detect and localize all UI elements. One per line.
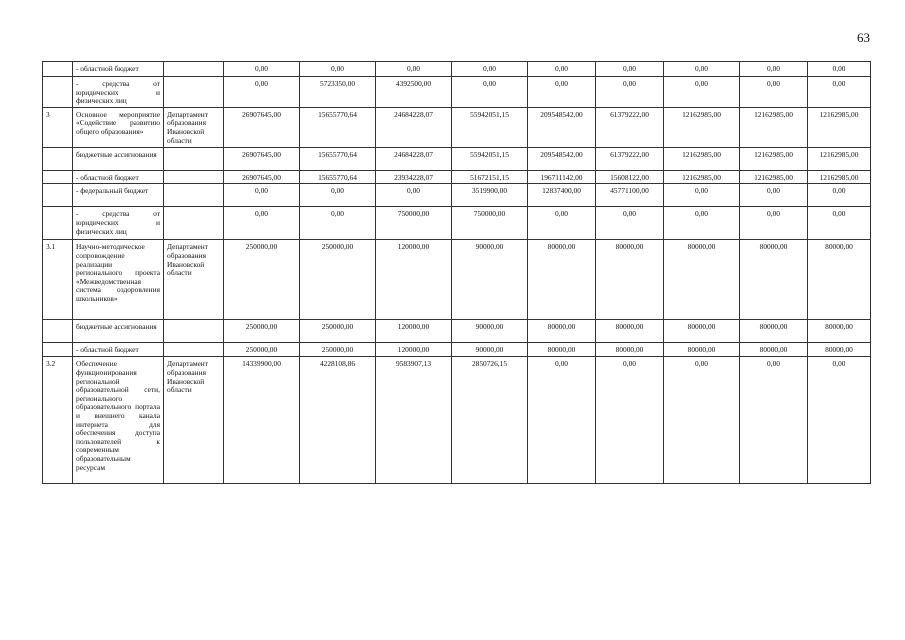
amount-cell: 26907645,00 xyxy=(224,170,300,184)
amount-cell: 0,00 xyxy=(528,357,596,484)
amount-cell: 0,00 xyxy=(740,207,808,240)
amount-cell: 209548542,00 xyxy=(528,147,596,170)
amount-cell: 80000,00 xyxy=(740,343,808,357)
amount-cell: 90000,00 xyxy=(452,343,528,357)
amount-cell: 80000,00 xyxy=(740,320,808,343)
amount-cell: 80000,00 xyxy=(808,240,871,320)
amount-cell: 80000,00 xyxy=(528,343,596,357)
amount-cell: 4228108,86 xyxy=(300,357,376,484)
amount-cell: 55942051,15 xyxy=(452,107,528,147)
amount-cell: 15655770,64 xyxy=(300,147,376,170)
row-executor-cell xyxy=(164,147,224,170)
amount-cell: 90000,00 xyxy=(452,320,528,343)
amount-cell: 0,00 xyxy=(664,357,740,484)
amount-cell: 0,00 xyxy=(224,207,300,240)
amount-cell: 80000,00 xyxy=(808,320,871,343)
amount-cell: 0,00 xyxy=(740,77,808,108)
amount-cell: 12837400,00 xyxy=(528,184,596,207)
table-row xyxy=(43,170,871,184)
amount-cell: 250000,00 xyxy=(300,320,376,343)
amount-cell: 250000,00 xyxy=(224,240,300,320)
amount-cell: 3519900,00 xyxy=(452,184,528,207)
table-row xyxy=(43,107,871,147)
row-executor-cell: Департамент образования Ивановской области xyxy=(164,357,224,484)
row-name-cell: Научно-методическое сопровождение реализации регионального проекта «Межведомственная система оздоровления школьников» xyxy=(73,240,164,320)
amount-cell: 12162985,00 xyxy=(664,147,740,170)
amount-cell: 12162985,00 xyxy=(808,147,871,170)
row-name-cell: Обеспечение функционирования региональной образовательной сети, регионального образовательного портала и внешнего канала интернета для обеспечения доступа пользователей к современным образовательным ресурсам xyxy=(73,357,164,484)
amount-cell: 0,00 xyxy=(740,357,808,484)
table-row xyxy=(43,62,871,77)
amount-cell: 0,00 xyxy=(224,184,300,207)
amount-cell: 24684228,07 xyxy=(376,107,452,147)
row-index-cell xyxy=(43,147,73,170)
table-row xyxy=(43,184,871,207)
amount-cell: 196711142,00 xyxy=(528,170,596,184)
amount-cell: 24684228,07 xyxy=(376,147,452,170)
amount-cell: 0,00 xyxy=(528,77,596,108)
amount-cell: 0,00 xyxy=(528,62,596,77)
amount-cell: 15655770,64 xyxy=(300,170,376,184)
row-executor-cell xyxy=(164,207,224,240)
row-name-cell: бюджетные ассигнования xyxy=(73,320,164,343)
amount-cell: 0,00 xyxy=(596,207,664,240)
amount-cell: 51672151,15 xyxy=(452,170,528,184)
amount-cell: 61379222,00 xyxy=(596,147,664,170)
amount-cell: 4392500,00 xyxy=(376,77,452,108)
amount-cell: 80000,00 xyxy=(664,320,740,343)
row-executor-cell xyxy=(164,343,224,357)
table-row xyxy=(43,320,871,343)
row-index-cell xyxy=(43,343,73,357)
amount-cell: 80000,00 xyxy=(596,320,664,343)
amount-cell: 80000,00 xyxy=(664,343,740,357)
amount-cell: 0,00 xyxy=(452,77,528,108)
amount-cell: 0,00 xyxy=(808,207,871,240)
row-executor-cell xyxy=(164,184,224,207)
row-name-cell: - средства от юридических и физических лиц xyxy=(73,207,164,240)
amount-cell: 120000,00 xyxy=(376,343,452,357)
row-name-cell: - средства от юридических и физических лиц xyxy=(73,77,164,108)
amount-cell: 12162985,00 xyxy=(664,170,740,184)
page-number: 63 xyxy=(857,30,870,45)
amount-cell: 45771100,00 xyxy=(596,184,664,207)
amount-cell: 12162985,00 xyxy=(808,170,871,184)
row-index-cell xyxy=(43,320,73,343)
amount-cell: 750000,00 xyxy=(376,207,452,240)
amount-cell: 23934228,07 xyxy=(376,170,452,184)
row-index-cell xyxy=(43,207,73,240)
row-executor-cell xyxy=(164,170,224,184)
row-index-cell xyxy=(43,184,73,207)
amount-cell: 0,00 xyxy=(596,357,664,484)
amount-cell: 55942051,15 xyxy=(452,147,528,170)
amount-cell: 15608122,00 xyxy=(596,170,664,184)
amount-cell: 26907645,00 xyxy=(224,147,300,170)
row-executor-cell xyxy=(164,77,224,108)
table-row xyxy=(43,77,871,108)
amount-cell: 0,00 xyxy=(808,62,871,77)
row-index-cell xyxy=(43,77,73,108)
amount-cell: 0,00 xyxy=(596,62,664,77)
amount-cell: 0,00 xyxy=(808,77,871,108)
table-row xyxy=(43,207,871,240)
amount-cell: 0,00 xyxy=(300,62,376,77)
amount-cell: 0,00 xyxy=(376,184,452,207)
row-index-cell: 3.1 xyxy=(43,240,73,320)
amount-cell: 250000,00 xyxy=(300,343,376,357)
table-body xyxy=(43,62,871,484)
amount-cell: 2850726,15 xyxy=(452,357,528,484)
row-index-cell xyxy=(43,170,73,184)
amount-cell: 0,00 xyxy=(808,184,871,207)
amount-cell: 12162985,00 xyxy=(740,147,808,170)
amount-cell: 12162985,00 xyxy=(740,170,808,184)
amount-cell: 0,00 xyxy=(740,62,808,77)
amount-cell: 0,00 xyxy=(740,184,808,207)
amount-cell: 0,00 xyxy=(300,207,376,240)
amount-cell: 120000,00 xyxy=(376,320,452,343)
amount-cell: 0,00 xyxy=(664,62,740,77)
amount-cell: 0,00 xyxy=(664,77,740,108)
amount-cell: 0,00 xyxy=(664,184,740,207)
amount-cell: 120000,00 xyxy=(376,240,452,320)
row-name-cell: бюджетные ассигнования xyxy=(73,147,164,170)
amount-cell: 90000,00 xyxy=(452,240,528,320)
table-row xyxy=(43,343,871,357)
amount-cell: 0,00 xyxy=(808,357,871,484)
amount-cell: 5723350,00 xyxy=(300,77,376,108)
amount-cell: 0,00 xyxy=(528,207,596,240)
row-index-cell: 3 xyxy=(43,107,73,147)
amount-cell: 0,00 xyxy=(224,62,300,77)
amount-cell: 250000,00 xyxy=(224,343,300,357)
table-row xyxy=(43,357,871,484)
amount-cell: 15655770,64 xyxy=(300,107,376,147)
row-executor-cell: Департамент образования Ивановской области xyxy=(164,240,224,320)
amount-cell: 80000,00 xyxy=(528,240,596,320)
amount-cell: 0,00 xyxy=(596,77,664,108)
amount-cell: 750000,00 xyxy=(452,207,528,240)
table-row xyxy=(43,147,871,170)
amount-cell: 12162985,00 xyxy=(664,107,740,147)
amount-cell: 12162985,00 xyxy=(740,107,808,147)
table-row xyxy=(43,240,871,320)
row-executor-cell xyxy=(164,62,224,77)
amount-cell: 209548542,00 xyxy=(528,107,596,147)
amount-cell: 80000,00 xyxy=(596,343,664,357)
row-name-cell: - областной бюджет xyxy=(73,62,164,77)
row-name-cell: - областной бюджет xyxy=(73,170,164,184)
budget-table xyxy=(42,61,871,484)
row-name-cell: - областной бюджет xyxy=(73,343,164,357)
row-index-cell xyxy=(43,62,73,77)
row-executor-cell: Департамент образования Ивановской области xyxy=(164,107,224,147)
amount-cell: 0,00 xyxy=(664,207,740,240)
amount-cell: 250000,00 xyxy=(224,320,300,343)
row-name-cell: - федеральный бюджет xyxy=(73,184,164,207)
amount-cell: 14339900,00 xyxy=(224,357,300,484)
amount-cell: 80000,00 xyxy=(596,240,664,320)
amount-cell: 61379222,00 xyxy=(596,107,664,147)
amount-cell: 80000,00 xyxy=(808,343,871,357)
amount-cell: 0,00 xyxy=(224,77,300,108)
amount-cell: 80000,00 xyxy=(528,320,596,343)
amount-cell: 9583907,13 xyxy=(376,357,452,484)
amount-cell: 0,00 xyxy=(300,184,376,207)
amount-cell: 26907645,00 xyxy=(224,107,300,147)
row-executor-cell xyxy=(164,320,224,343)
amount-cell: 0,00 xyxy=(452,62,528,77)
row-index-cell: 3.2 xyxy=(43,357,73,484)
row-name-cell: Основное мероприятие «Содействие развитию общего образования» xyxy=(73,107,164,147)
amount-cell: 250000,00 xyxy=(300,240,376,320)
amount-cell: 80000,00 xyxy=(664,240,740,320)
amount-cell: 0,00 xyxy=(376,62,452,77)
amount-cell: 80000,00 xyxy=(740,240,808,320)
amount-cell: 12162985,00 xyxy=(808,107,871,147)
